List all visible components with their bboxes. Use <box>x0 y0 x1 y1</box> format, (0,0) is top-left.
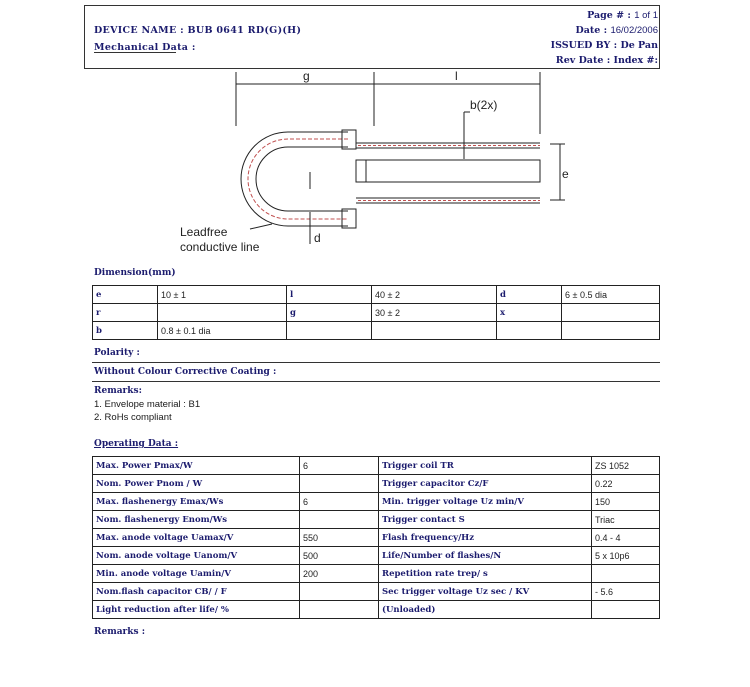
param-label: Nom. anode voltage Uanom/V <box>93 547 300 565</box>
callout-line2: conductive line <box>180 240 260 254</box>
dimension-table <box>92 285 660 340</box>
param-label: Min. trigger voltage Uz min/V <box>379 493 592 511</box>
param-label: Repetition rate trep/ s <box>379 565 592 583</box>
param-value <box>300 583 379 601</box>
mechanical-data-title: Mechanical Data : <box>94 42 196 53</box>
param-label: (Unloaded) <box>379 601 592 619</box>
issued-by: ISSUED BY : De Pan <box>550 40 658 51</box>
operating-table <box>92 456 660 619</box>
param-label: Nom.flash capacitor CB/ / F <box>93 583 300 601</box>
param-value <box>300 475 379 493</box>
table-row <box>93 601 660 619</box>
conductive-line <box>248 139 348 219</box>
table-row <box>93 457 660 475</box>
header-right-rule <box>659 5 660 69</box>
param-label: Trigger contact S <box>379 511 592 529</box>
param-value <box>592 565 660 583</box>
param-label: Trigger coil TR <box>379 457 592 475</box>
param-label: Max. flashenergy Emax/Ws <box>93 493 300 511</box>
param-value: 150 <box>592 493 660 511</box>
table-row <box>93 511 660 529</box>
header-right <box>551 8 658 68</box>
label-l: l <box>455 69 458 83</box>
remarks-list <box>94 398 200 424</box>
param-value: 200 <box>300 565 379 583</box>
param-label: Light reduction after life/ % <box>93 601 300 619</box>
param-value: 500 <box>300 547 379 565</box>
table-row <box>93 529 660 547</box>
device-name: DEVICE NAME : BUB 0641 RD(G)(H) <box>94 25 302 36</box>
remarks-footer: Remarks : <box>94 627 146 637</box>
param-value <box>300 601 379 619</box>
coating-label: Without Colour Corrective Coating : <box>94 367 277 377</box>
label-e: e <box>562 167 569 181</box>
table-row <box>93 565 660 583</box>
coating-rule <box>92 381 660 382</box>
param-label: Max. anode voltage Uamax/V <box>93 529 300 547</box>
table-row <box>93 547 660 565</box>
param-value: 0.4 - 4 <box>592 529 660 547</box>
param-value: - 5.6 <box>592 583 660 601</box>
table-row: r g 30 ± 2 x <box>93 304 660 322</box>
param-value: 0.22 <box>592 475 660 493</box>
header-left <box>94 22 301 56</box>
lamp-drawing <box>170 64 590 260</box>
param-value: Triac <box>592 511 660 529</box>
param-label: Nom. Power Pnom / W <box>93 475 300 493</box>
table-row: e 10 ± 1 l 40 ± 2 d 6 ± 0.5 dia <box>93 286 660 304</box>
param-label: Nom. flashenergy Enom/Ws <box>93 511 300 529</box>
param-value: ZS 1052 <box>592 457 660 475</box>
operating-title: Operating Data : <box>94 439 179 449</box>
rev-date: Rev Date : Index #: <box>555 55 658 66</box>
callout-leader <box>250 224 272 229</box>
param-value: 6 <box>300 493 379 511</box>
remarks-title: Remarks: <box>94 386 142 396</box>
table-row <box>93 583 660 601</box>
list-item: 1. Envelope material : B1 <box>94 399 201 410</box>
table-row <box>93 493 660 511</box>
param-label: Flash frequency/Hz <box>379 529 592 547</box>
tube-outer <box>241 132 348 226</box>
param-label: Sec trigger voltage Uz sec / KV <box>379 583 592 601</box>
param-value <box>300 511 379 529</box>
table-row <box>93 475 660 493</box>
label-d: d <box>314 231 321 245</box>
callout-line1: Leadfree <box>180 225 228 239</box>
date: Date : 16/02/2006 <box>575 25 658 36</box>
dimension-title: Dimension(mm) <box>94 268 176 278</box>
label-g: g <box>303 69 310 83</box>
polarity-rule <box>92 362 660 363</box>
list-item: 2. RoHs compliant <box>94 412 172 423</box>
param-label: Life/Number of flashes/N <box>379 547 592 565</box>
param-value: 6 <box>300 457 379 475</box>
param-value: 5 x 10p6 <box>592 547 660 565</box>
separator <box>356 160 540 182</box>
header-left-rule <box>84 5 85 69</box>
param-value: 550 <box>300 529 379 547</box>
header-top-rule <box>84 5 660 6</box>
page-number: Page # : 1 of 1 <box>587 10 658 21</box>
param-label: Max. Power Pmax/W <box>93 457 300 475</box>
param-value <box>592 601 660 619</box>
label-b: b(2x) <box>470 98 498 112</box>
table-row: b 0.8 ± 0.1 dia <box>93 322 660 340</box>
param-label: Min. anode voltage Uamin/V <box>93 565 300 583</box>
tube-inner <box>256 147 348 211</box>
param-label: Trigger capacitor Cz/F <box>379 475 592 493</box>
polarity-label: Polarity : <box>94 348 140 358</box>
